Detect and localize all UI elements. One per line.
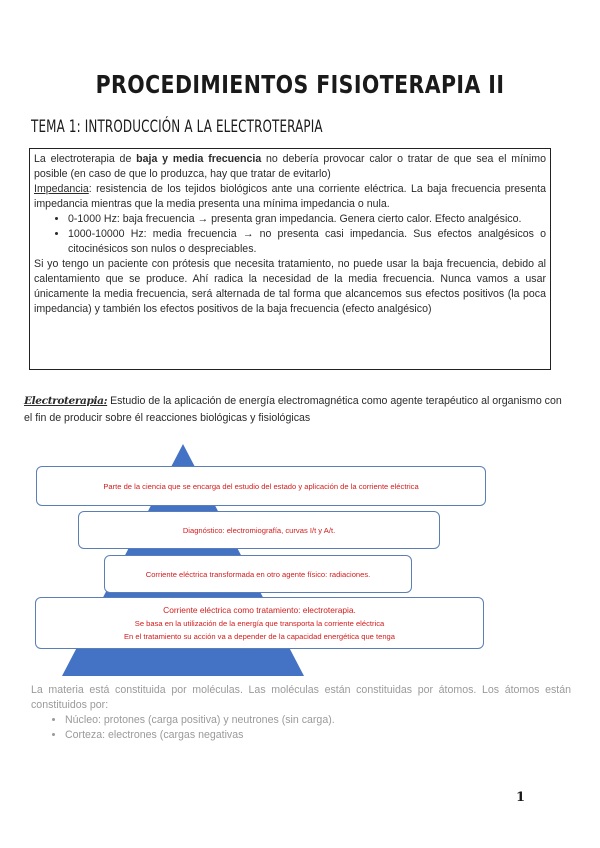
paragraph-impedance: Impedancia: resistencia de los tejidos biológicos ante una corriente eléctrica. La baja frecuencia presenta impedancia mientras que la media presenta una mínima impedancia o nula. xyxy=(34,183,546,210)
impedance-term: Impedancia xyxy=(34,183,89,195)
pyramid-level-2: Diagnóstico: electromiografía, curvas I/t y A/t. xyxy=(78,511,440,549)
matter-section xyxy=(31,683,571,743)
page-title: PROCEDIMIENTOS FISIOTERAPIA II xyxy=(95,70,505,99)
page-number: 1 xyxy=(516,790,526,805)
pyramid-level-3: Corriente eléctrica transformada en otro agente físico: radiaciones. xyxy=(104,555,412,593)
paragraph-prosthesis: Si yo tengo un paciente con prótesis que necesita tratamiento, no puede usar la baja frecuencia, debido al calentamiento que se produce. Ahí radica la necesidad de la media frecuencia. Nunca vamos a usar únicamente la media frecuencia, será alternada de tal forma que alcancemos sus efectos positivos (la poca impedancia) y también los efectos positivos de la baja frecuencia (efecto analgésico) xyxy=(34,258,546,315)
list-item: • 0-1000 Hz: baja frecuencia → presenta gran impedancia. Genera cierto calor. Efecto analgésico. xyxy=(68,212,546,227)
list-item: • Núcleo: protones (carga positiva) y neutrones (sin carga). xyxy=(65,713,571,728)
list-item: • 1000-10000 Hz: media frecuencia → no presenta casi impedancia. Sus efectos analgésicos o citocinésicos son nulos o despreciables. xyxy=(68,227,546,257)
atom-list xyxy=(31,713,571,743)
definition: Electroterapia: Estudio de la aplicación de energía electromagnética como agente terapéutico al organismo con el fin de producir sobre él reacciones biológicas y fisiológicas xyxy=(24,395,562,424)
paragraph-frequency: La electroterapia de baja y media frecuencia no debería provocar calor o tratar de que sea el mínimo posible (en caso de que lo produzca, hay que tratar de evitarlo) xyxy=(34,153,546,180)
pyramid-level-4: Corriente eléctrica como tratamiento: electroterapia. Se basa en la utilización de la energía que transporta la corriente eléctrica En el tratamiento su acción va a depender de la capacidad energética que tenga xyxy=(35,597,484,649)
list-item: • Corteza: electrones (cargas negativas xyxy=(65,728,571,743)
matter-paragraph: La materia está constituida por moléculas. Las moléculas están constituidas por átomos. Los átomos están constituidos por: xyxy=(31,684,571,711)
definition-term: Electroterapia: xyxy=(24,395,108,407)
section-title: TEMA 1: INTRODUCCIÓN A LA ELECTROTERAPIA xyxy=(31,117,323,137)
pyramid-level-1: Parte de la ciencia que se encarga del estudio del estado y aplicación de la corriente eléctrica xyxy=(36,466,486,506)
